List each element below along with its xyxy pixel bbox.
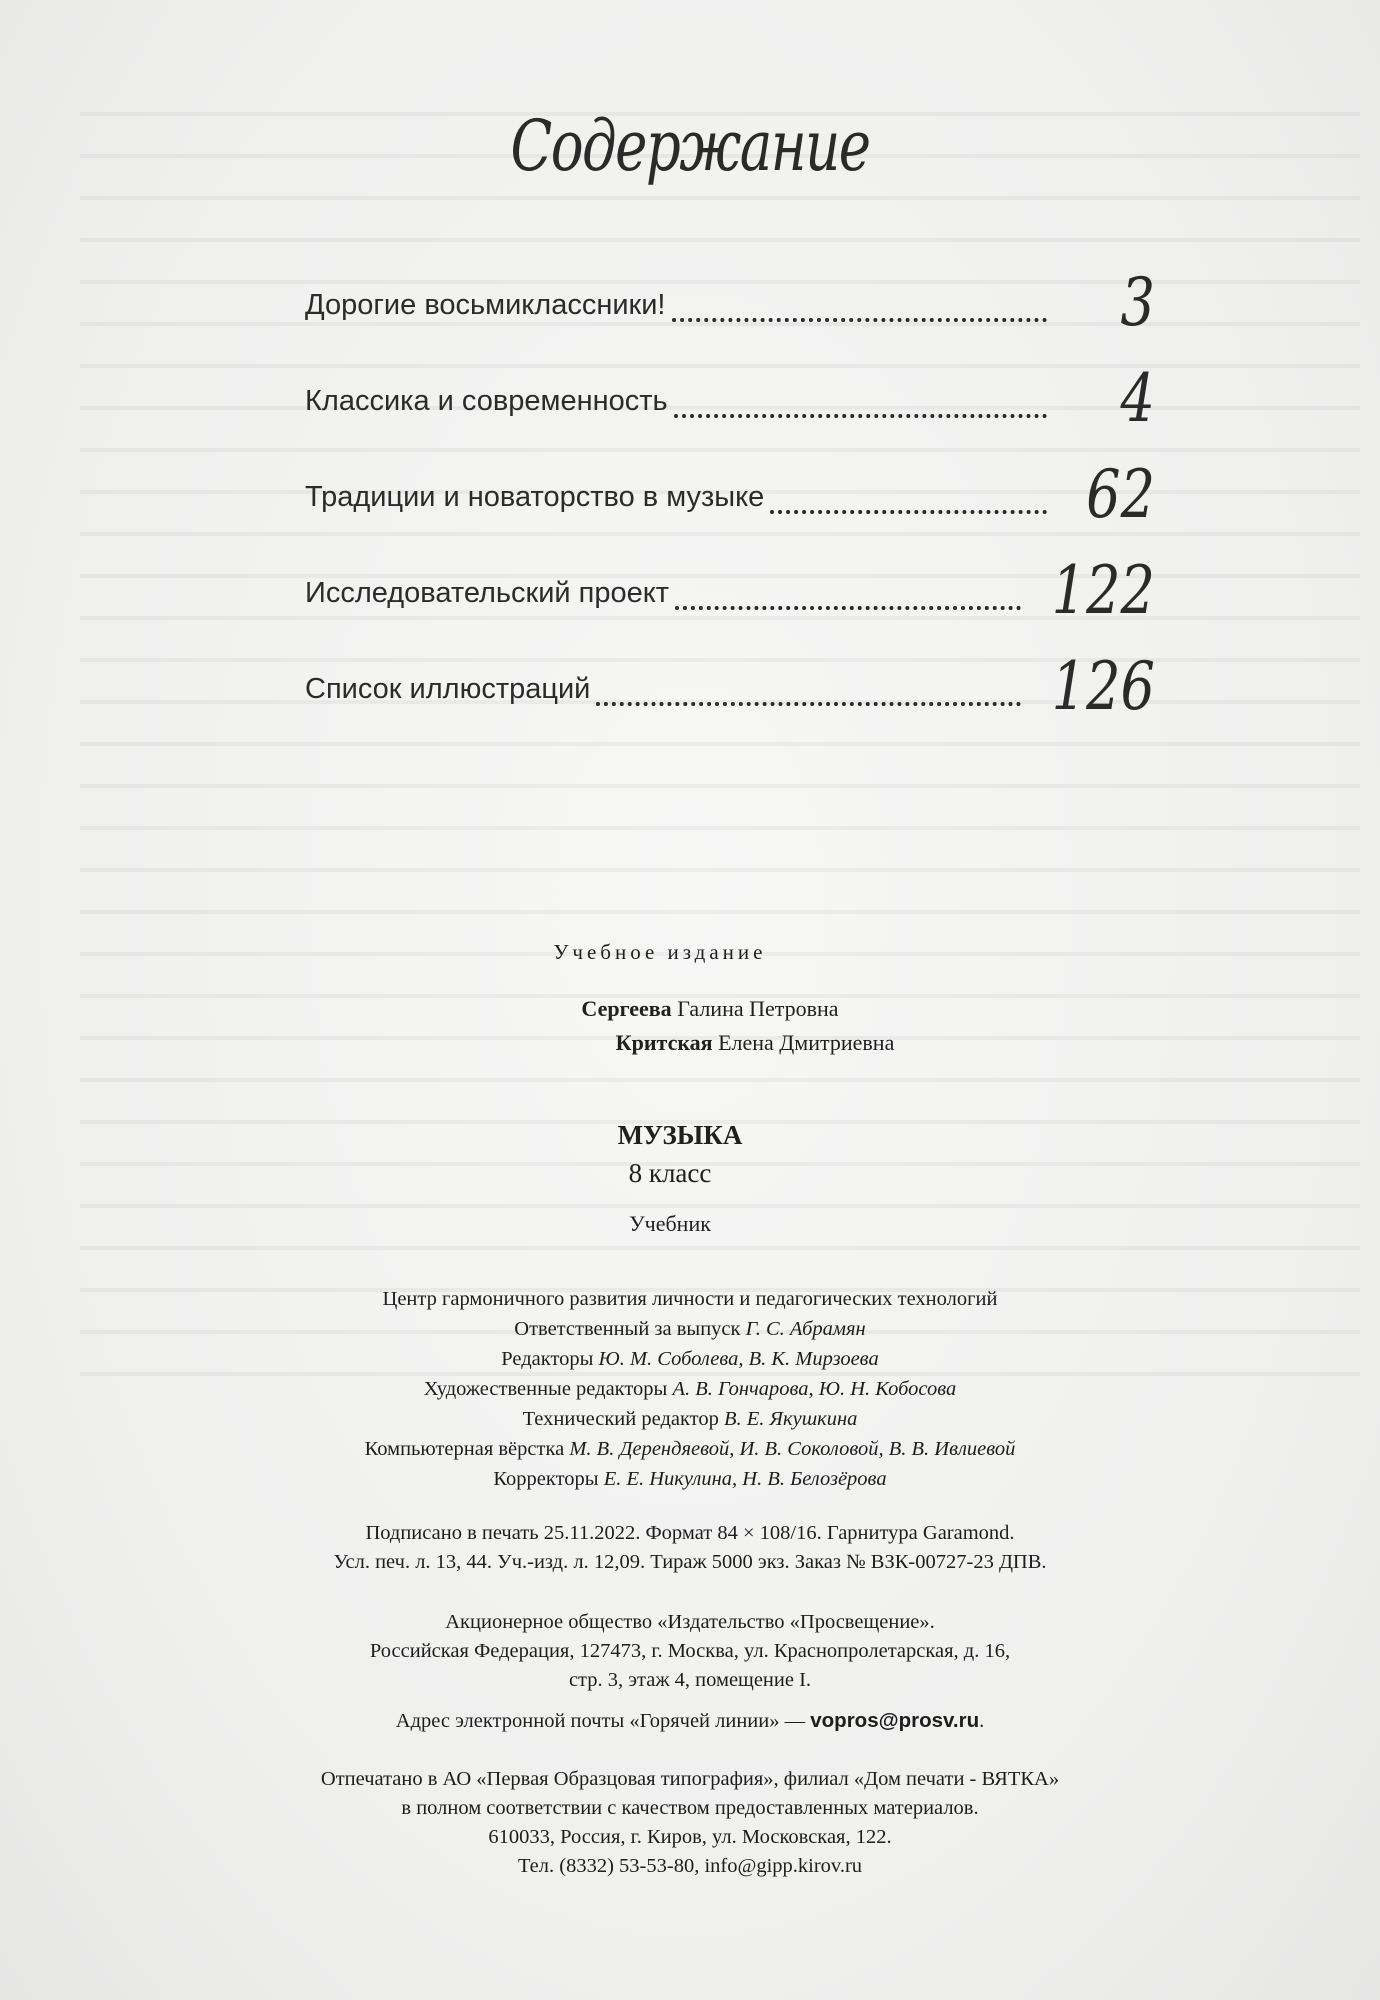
toc-entry-page: 62 bbox=[1086, 456, 1155, 533]
editorial-staff bbox=[0, 1284, 1380, 1494]
toc-entry-label: Традиции и новаторство в музыке bbox=[305, 481, 765, 513]
toc-entry-label: Классика и современность bbox=[305, 385, 668, 417]
staff-line bbox=[0, 1374, 1380, 1404]
printer-info bbox=[0, 1765, 1380, 1881]
staff-names: Ю. М. Соболева, В. К. Мирзоева bbox=[598, 1348, 879, 1370]
publisher-info bbox=[0, 1608, 1380, 1695]
author bbox=[40, 996, 1380, 1022]
print-spec-line: Подписано в печать 25.11.2022. Формат 84 × 108/16. Гарнитура Garamond. bbox=[365, 1522, 1015, 1544]
staff-role: Художественные редакторы bbox=[423, 1378, 668, 1400]
author-given-name: Галина Петровна bbox=[677, 996, 839, 1021]
table-of-contents bbox=[305, 240, 1155, 725]
toc-entry-page: 122 bbox=[1051, 552, 1155, 629]
email-suffix: . bbox=[979, 1710, 985, 1732]
author-surname: Критская bbox=[615, 1030, 713, 1055]
author-surname: Сергеева bbox=[581, 996, 672, 1021]
staff-line bbox=[0, 1404, 1380, 1434]
toc-entry-label: Список иллюстраций bbox=[305, 673, 591, 705]
email-prefix: Адрес электронной почты «Горячей линии» — bbox=[395, 1710, 806, 1732]
staff-line bbox=[0, 1314, 1380, 1344]
edition-type: Учебное издание bbox=[553, 940, 767, 964]
toc-title: Содержание bbox=[510, 105, 870, 187]
toc-leader-dots bbox=[596, 702, 1021, 706]
staff-role: Корректоры bbox=[493, 1468, 599, 1490]
toc-entry[interactable] bbox=[305, 240, 1155, 341]
toc-entry[interactable] bbox=[305, 432, 1155, 533]
toc-entry-page: 126 bbox=[1051, 648, 1155, 725]
staff-names: Г. С. Абрамян bbox=[745, 1318, 866, 1340]
printer-line: в полном соответствии с качеством предоставленных материалов. bbox=[401, 1797, 979, 1819]
staff-line bbox=[0, 1464, 1380, 1494]
toc-leader-dots bbox=[672, 318, 1048, 322]
book-grade: 8 класс bbox=[628, 1158, 712, 1188]
printer-line: Отпечатано в АО «Первая Образцовая типография», филиал «Дом печати - ВЯТКА» bbox=[320, 1768, 1060, 1790]
toc-entry[interactable] bbox=[305, 528, 1155, 629]
staff-line bbox=[0, 1434, 1380, 1464]
book-title: МУЗЫКА bbox=[617, 1120, 743, 1150]
toc-entry-page: 3 bbox=[1120, 264, 1155, 341]
staff-names: А. В. Гончарова, Ю. Н. Кобосова bbox=[672, 1378, 957, 1400]
toc-leader-dots bbox=[770, 510, 1047, 514]
author-given-name: Елена Дмитриевна bbox=[718, 1030, 895, 1055]
staff-names: Е. Е. Никулина, Н. В. Белозёрова bbox=[603, 1468, 887, 1490]
staff-names: М. В. Дерендяевой, И. В. Соколовой, В. В. Ивлиевой bbox=[569, 1438, 1016, 1460]
author bbox=[130, 1030, 1380, 1056]
printer-line: 610033, Россия, г. Киров, ул. Московская, 122. bbox=[488, 1826, 892, 1848]
staff-names: В. Е. Якушкина bbox=[723, 1408, 858, 1430]
toc-entry-label: Исследовательский проект bbox=[305, 577, 670, 609]
toc-entry-page: 4 bbox=[1120, 360, 1155, 437]
publisher-line: Акционерное общество «Издательство «Просвещение». bbox=[445, 1611, 935, 1633]
staff-role: Компьютерная вёрстка bbox=[364, 1438, 565, 1460]
email-address[interactable]: vopros@prosv.ru bbox=[810, 1709, 980, 1732]
toc-entry-label: Дорогие восьмиклассники! bbox=[305, 289, 666, 321]
hotline-email bbox=[0, 1709, 1380, 1733]
print-spec-line: Усл. печ. л. 13, 44. Уч.-изд. л. 12,09. Тираж 5000 экз. Заказ № ВЗК-00727-23 ДПВ. bbox=[333, 1551, 1047, 1573]
toc-leader-dots bbox=[675, 606, 1021, 610]
publisher-line: стр. 3, этаж 4, помещение I. bbox=[568, 1669, 812, 1691]
staff-role: Технический редактор bbox=[522, 1408, 719, 1430]
print-specs bbox=[0, 1519, 1380, 1577]
staff-role: Редакторы bbox=[501, 1348, 594, 1370]
staff-role: Ответственный за выпуск bbox=[514, 1318, 741, 1340]
toc-entry[interactable] bbox=[305, 624, 1155, 725]
book-genre: Учебник bbox=[629, 1211, 711, 1236]
publishing-center: Центр гармоничного развития личности и педагогических технологий bbox=[382, 1288, 998, 1310]
publisher-line: Российская Федерация, 127473, г. Москва, ул. Краснопролетарская, д. 16, bbox=[369, 1640, 1011, 1662]
toc-leader-dots bbox=[674, 414, 1047, 418]
toc-entry[interactable] bbox=[305, 336, 1155, 437]
printer-contact: Тел. (8332) 53-53-80, info@gipp.kirov.ru bbox=[517, 1855, 863, 1877]
staff-line bbox=[0, 1344, 1380, 1374]
